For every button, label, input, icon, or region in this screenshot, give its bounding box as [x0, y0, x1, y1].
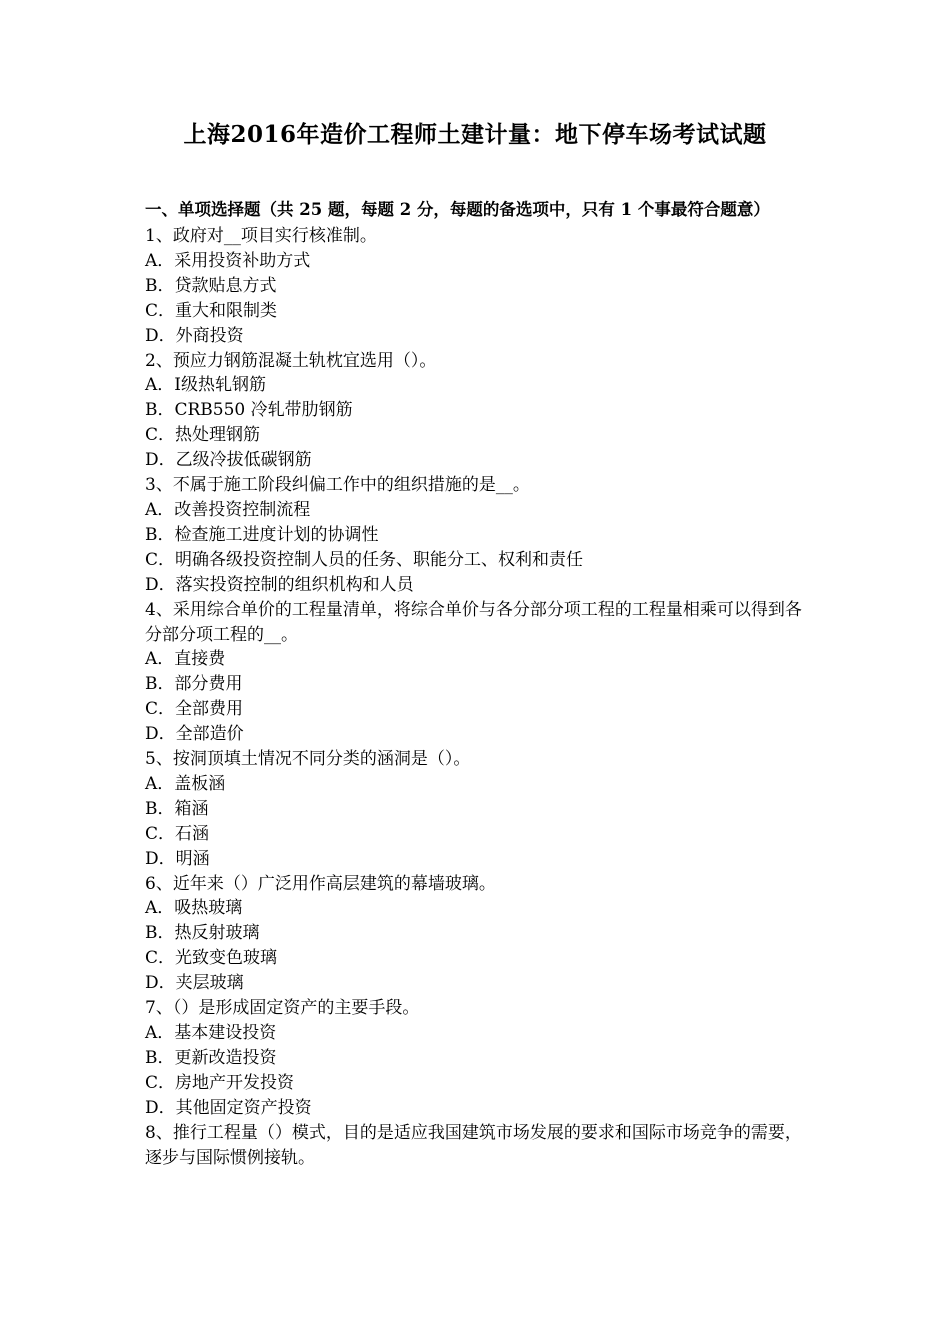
answer-option: C．热处理钢筋 — [145, 425, 261, 446]
answer-option: C．光致变色玻璃 — [145, 948, 278, 969]
page-title: 上海2016年造价工程师土建计量：地下停车场考试试题 — [183, 121, 767, 148]
answer-option: B．贷款贴息方式 — [145, 275, 277, 296]
answer-option: A．采用投资补助方式 — [145, 250, 311, 271]
answer-option: B．更新改造投资 — [145, 1047, 277, 1068]
answer-option: B．箱涵 — [145, 798, 209, 819]
answer-option: C．重大和限制类 — [145, 300, 278, 321]
answer-option: C．房地产开发投资 — [145, 1072, 295, 1093]
answer-option: A．基本建设投资 — [145, 1023, 277, 1043]
answer-option: A．吸热玻璃 — [145, 898, 243, 919]
question-stem: 1、政府对__项目实行核准制。 — [145, 226, 377, 246]
answer-option: C．明确各级投资控制人员的任务、职能分工、权利和责任 — [145, 549, 584, 570]
answer-option: D．乙级冷拔低碳钢筋 — [145, 450, 312, 471]
question-stem: 3、不属于施工阶段纠偏工作中的组织措施的是__。 — [145, 475, 530, 496]
answer-option: A．直接费 — [145, 649, 226, 670]
answer-option: B．检查施工进度计划的协调性 — [145, 524, 379, 545]
section-heading: 一、单项选择题（共 25 题，每题 2 分，每题的备选项中，只有 1 个事最符合题意） — [145, 200, 770, 219]
question-stem: 5、按洞顶填土情况不同分类的涵洞是（）。 — [145, 749, 471, 770]
answer-option: D．全部造价 — [145, 724, 244, 745]
answer-option: C．全部费用 — [145, 699, 244, 720]
answer-option: B．部分费用 — [145, 674, 243, 695]
answer-option: D．外商投资 — [145, 325, 244, 346]
answer-option: A．改善投资控制流程 — [145, 499, 311, 520]
question-stem: 8、推行工程量（）模式，目的是适应我国建筑市场发展的要求和国际市场竞争的需要，逐步与国际惯例接轨。 — [145, 1122, 802, 1168]
answer-option: C．石涵 — [145, 823, 210, 844]
answer-option: D．落实投资控制的组织机构和人员 — [145, 574, 414, 595]
question-stem: 6、近年来（）广泛用作高层建筑的幕墙玻璃。 — [145, 873, 496, 894]
answer-option: A．盖板涵 — [145, 773, 226, 794]
answer-option: D．其他固定资产投资 — [145, 1097, 312, 1118]
question-stem: 4、采用综合单价的工程量清单，将综合单价与各分部分项工程的工程量相乘可以得到各分部分项工程的__。 — [145, 599, 802, 645]
answer-option: B．CRB550 冷轧带肋钢筋 — [145, 400, 353, 421]
question-stem: 2、预应力钢筋混凝土轨枕宜选用（）。 — [145, 350, 437, 371]
answer-option: A．Ⅰ级热轧钢筋 — [145, 375, 266, 396]
answer-option: D．夹层玻璃 — [145, 973, 244, 994]
question-list — [145, 224, 810, 1170]
document-body — [145, 198, 810, 1170]
answer-option: B．热反射玻璃 — [145, 923, 260, 944]
answer-option: D．明涵 — [145, 848, 210, 869]
question-stem: 7、（）是形成固定资产的主要手段。 — [145, 998, 420, 1019]
